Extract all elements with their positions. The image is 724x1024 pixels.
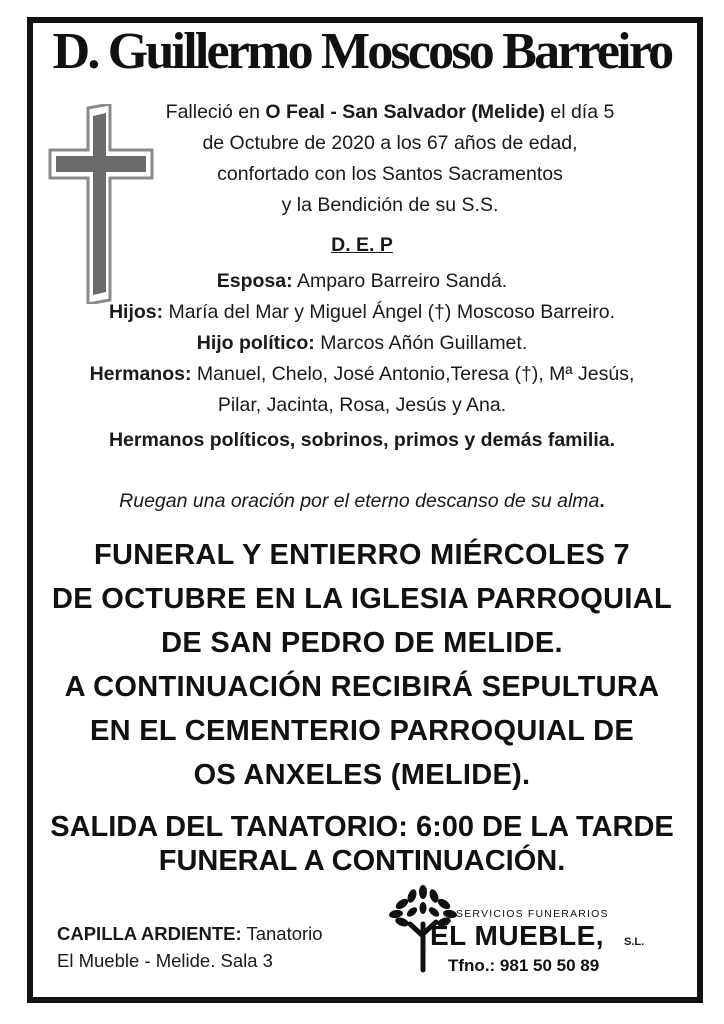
family-hermanos-cont: Pilar, Jacinta, Rosa, Jesús y Ana. [217,394,507,416]
funeral-line: A CONTINUACIÓN RECIBIRÁ SEPULTURA [64,671,660,703]
hermanos-value-1: Manuel, Chelo, José Antonio,Teresa (†), Mª Jesús, [191,363,635,385]
family-list [30,266,694,456]
hijos-value: María del Mar y Miguel Ángel (†) Moscoso Barreiro. [163,301,616,323]
logo-sl-text: S.L. [624,936,645,948]
intro-line-3: confortado con los Santos Sacramentos [217,163,563,185]
esposa-value: Amparo Barreiro Sandá. [292,270,508,292]
hijo-politico-label: Hijo político: [196,332,315,354]
funeral-home-logo [388,884,658,979]
death-announcement [150,97,630,221]
departure-details [20,810,704,878]
salida-line: SALIDA DEL TANATORIO: 6:00 DE LA TARDE [50,811,674,843]
hijo-politico-value: Marcos Añón Guillamet. [314,332,528,354]
intro-suffix: el día 5 [544,101,615,123]
family-others: Hermanos políticos, sobrinos, primos y demás familia. [108,429,616,451]
family-hijos [30,297,694,328]
intro-line-2: de Octubre de 2020 a los 67 años de edad, [202,132,578,154]
place-of-death: O Feal - San Salvador (Melide) [265,101,545,123]
deceased-name: D. Guillermo Moscoso Barreiro [52,23,672,80]
salida-line: FUNERAL A CONTINUACIÓN. [158,845,566,877]
logo-brand-name: EL MUEBLE, [430,920,605,951]
funeral-line: FUNERAL Y ENTIERRO MIÉRCOLES 7 [94,539,630,571]
funeral-details [20,533,704,797]
dep-heading: D. E. P [331,234,393,256]
chapel-value: Tanatorio [241,923,323,944]
chapel-label: CAPILLA ARDIENTE: [57,923,242,944]
prayer-text: Ruegan una oración por el eterno descanso de su alma [119,490,600,512]
family-hijo-politico [30,328,694,359]
funeral-line: EN EL CEMENTERIO PARROQUIAL DE [90,715,634,747]
logo-phone: Tfno.: 981 50 50 89 [448,956,600,975]
chapel-line-2: El Mueble - Melide. Sala 3 [57,950,273,971]
hermanos-label: Hermanos: [89,363,192,385]
funeral-line: OS ANXELES (MELIDE). [193,759,531,791]
funeral-line: DE OCTUBRE EN LA IGLESIA PARROQUIAL [51,583,673,615]
family-hermanos [30,359,694,390]
prayer-period: . [599,490,605,512]
esposa-label: Esposa: [216,270,293,292]
funeral-line: DE SAN PEDRO DE MELIDE. [161,627,563,659]
logo-services-text: SERVICIOS FUNERARIOS [456,908,609,920]
prayer-request [0,490,724,513]
chapel-line-1 [57,920,323,947]
intro-line-4: y la Bendición de su S.S. [281,194,499,216]
family-esposa [30,266,694,297]
intro-prefix: Falleció en [165,101,266,123]
intro-line-1 [150,97,630,128]
hijos-label: Hijos: [108,301,164,323]
chapel-info [57,920,323,974]
